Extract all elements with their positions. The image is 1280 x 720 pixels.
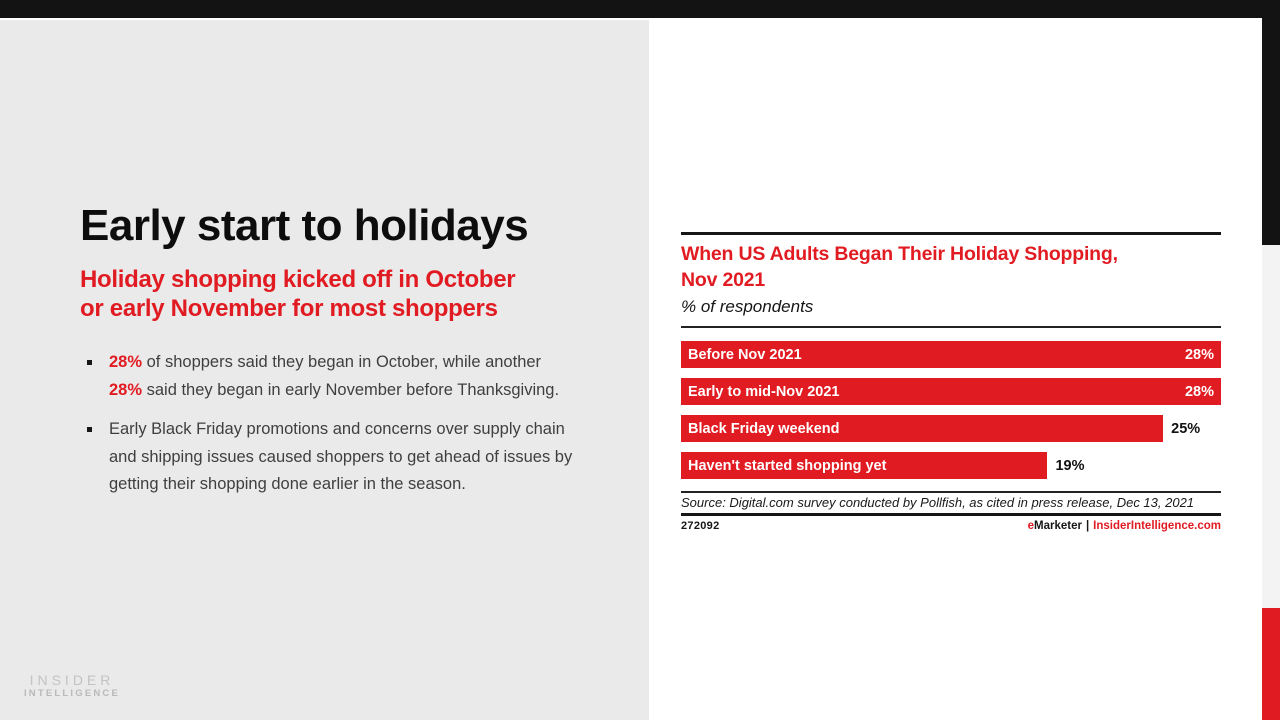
bar-value-label: 28%	[1184, 346, 1214, 363]
chart-title-line2: Nov 2021	[681, 269, 766, 291]
bar-category-label: Before Nov 2021	[688, 346, 802, 363]
branding-site: InsiderIntelligence.com	[1093, 520, 1221, 532]
branding-separator: |	[1085, 520, 1090, 532]
emarketer-branding	[1028, 520, 1221, 532]
chart-bar-row	[681, 452, 1221, 479]
bar-category-label: Early to mid-Nov 2021	[688, 383, 840, 400]
bar-category-label: Haven't started shopping yet	[688, 457, 887, 474]
bar-category-label: Black Friday weekend	[688, 420, 840, 437]
chart-bar	[681, 415, 1163, 442]
top-black-bar	[0, 0, 1280, 18]
chart-bar	[681, 341, 1221, 368]
chart-bars-area	[681, 341, 1221, 489]
emarketer-rest: Marketer	[1034, 520, 1082, 532]
bullet-stat: 28%	[109, 380, 143, 399]
bullet-square-icon	[87, 427, 92, 432]
bar-value-label: 28%	[1184, 383, 1214, 400]
logo-line1: INSIDER	[29, 672, 115, 688]
chart-bar-row	[681, 341, 1221, 368]
slide-subtitle-line1: Holiday shopping kicked off in October	[80, 265, 516, 293]
bullet-text: said they began in early November before Thanksgiving.	[142, 380, 560, 399]
emarketer-e: e	[1027, 520, 1034, 532]
chart-title-line1: When US Adults Began Their Holiday Shopping,	[681, 243, 1118, 265]
right-edge-black-strip	[1262, 0, 1280, 245]
bullet-stat: 28%	[109, 353, 143, 371]
bar-value-label: 19%	[1055, 457, 1085, 474]
bullet-item	[86, 349, 578, 404]
chart-bar	[681, 378, 1221, 405]
chart-divider-rule	[681, 326, 1221, 328]
chart-footer	[681, 520, 1221, 532]
chart-id: 272092	[681, 520, 720, 532]
chart-subtitle: % of respondents	[681, 297, 814, 316]
chart-source-rule	[681, 491, 1221, 493]
slide-subtitle-line2: or early November for most shoppers	[80, 294, 498, 322]
chart-source-note: Source: Digital.com survey conducted by Pollfish, as cited in press release, Dec 13, 2021	[681, 495, 1195, 510]
bar-chart	[681, 232, 1221, 542]
bullet-list	[86, 349, 578, 511]
bullet-item	[86, 416, 578, 499]
slide-title: Early start to holidays	[80, 201, 529, 251]
right-edge-gray-strip	[1262, 245, 1280, 608]
chart-bar-row	[681, 378, 1221, 405]
bullet-text: of shoppers said they began in October, while another	[142, 353, 542, 371]
chart-bar	[681, 452, 1047, 479]
bar-value-label: 25%	[1171, 420, 1201, 437]
chart-top-rule	[681, 232, 1221, 235]
chart-bottom-rule	[681, 513, 1221, 516]
bullet-square-icon	[87, 360, 92, 365]
chart-bar-row	[681, 415, 1221, 442]
logo-line2: INTELLIGENCE	[23, 688, 121, 699]
chart-title	[681, 241, 1221, 293]
slide-subtitle	[80, 265, 600, 323]
insider-intelligence-logo	[20, 672, 124, 700]
bullet-text: Early Black Friday promotions and concerns over supply chain and shipping issues caused shoppers to get ahead of issues by getting their shopping done earlier in the season.	[109, 420, 573, 493]
right-edge-red-strip	[1262, 608, 1280, 720]
